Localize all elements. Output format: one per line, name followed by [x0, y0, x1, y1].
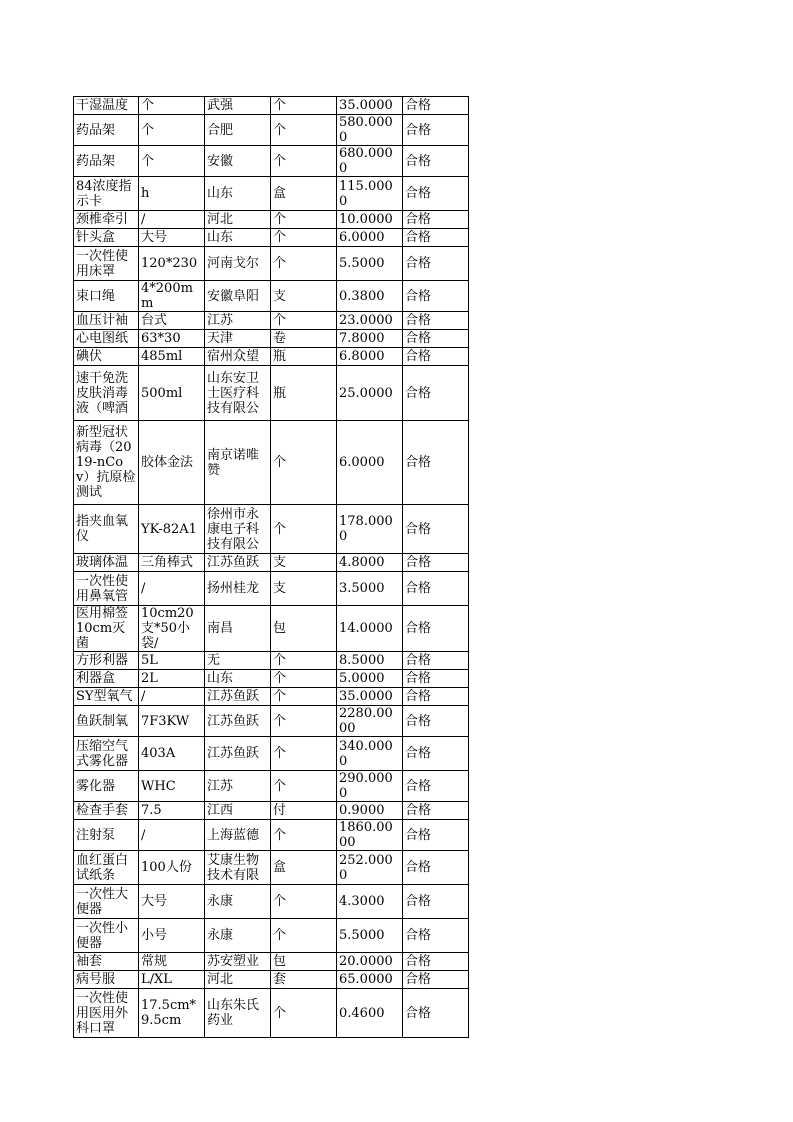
product-name-cell: 一次性使用床罩	[74, 247, 139, 281]
price-cell: 178.0000	[337, 505, 403, 554]
price-cell: 2280.0000	[337, 706, 403, 737]
table-row	[74, 211, 469, 229]
price-cell: 10.0000	[337, 211, 403, 229]
unit-cell: 支	[271, 554, 337, 572]
status-cell: 合格	[403, 802, 469, 820]
table-row	[74, 885, 469, 919]
status-cell: 合格	[403, 820, 469, 851]
product-name-cell: 颈椎牵引	[74, 211, 139, 229]
unit-cell: 个	[271, 505, 337, 554]
status-cell: 合格	[403, 885, 469, 919]
unit-cell: 包	[271, 953, 337, 971]
spec-cell: YK-82A1	[139, 505, 205, 554]
unit-cell: 个	[271, 211, 337, 229]
spec-cell: L/XL	[139, 971, 205, 989]
status-cell: 合格	[403, 177, 469, 211]
price-cell: 25.0000	[337, 366, 403, 421]
spec-cell: 个	[139, 146, 205, 177]
unit-cell: 个	[271, 737, 337, 771]
manufacturer-cell: 江苏鱼跃	[205, 737, 271, 771]
status-cell: 合格	[403, 229, 469, 247]
manufacturer-cell: 江西	[205, 802, 271, 820]
product-name-cell: 利器盒	[74, 670, 139, 688]
manufacturer-cell: 江苏	[205, 771, 271, 802]
spec-cell: 7F3KW	[139, 706, 205, 737]
manufacturer-cell: 河北	[205, 211, 271, 229]
status-cell: 合格	[403, 421, 469, 505]
table-row	[74, 572, 469, 606]
status-cell: 合格	[403, 312, 469, 330]
table-row	[74, 505, 469, 554]
status-cell: 合格	[403, 281, 469, 312]
status-cell: 合格	[403, 211, 469, 229]
product-name-cell: 压缩空气式雾化器	[74, 737, 139, 771]
price-cell: 14.0000	[337, 606, 403, 652]
spec-cell: 个	[139, 97, 205, 115]
unit-cell: 盒	[271, 851, 337, 885]
product-name-cell: 针头盒	[74, 229, 139, 247]
table-row	[74, 706, 469, 737]
unit-cell: 包	[271, 606, 337, 652]
manufacturer-cell: 山东	[205, 177, 271, 211]
spec-cell: 485ml	[139, 348, 205, 366]
table-row	[74, 312, 469, 330]
manufacturer-cell: 艾康生物技术有限	[205, 851, 271, 885]
status-cell: 合格	[403, 670, 469, 688]
unit-cell: 付	[271, 802, 337, 820]
manufacturer-cell: 宿州众望	[205, 348, 271, 366]
product-name-cell: 袖套	[74, 953, 139, 971]
unit-cell: 个	[271, 247, 337, 281]
status-cell: 合格	[403, 851, 469, 885]
manufacturer-cell: 河南戈尔	[205, 247, 271, 281]
table-row	[74, 771, 469, 802]
unit-cell: 卷	[271, 330, 337, 348]
unit-cell: 个	[271, 820, 337, 851]
status-cell: 合格	[403, 572, 469, 606]
product-name-cell: 医用棉签10cm灭菌	[74, 606, 139, 652]
table-row	[74, 229, 469, 247]
manufacturer-cell: 山东	[205, 670, 271, 688]
manufacturer-cell: 安徽	[205, 146, 271, 177]
price-cell: 4.8000	[337, 554, 403, 572]
price-cell: 5.5000	[337, 247, 403, 281]
unit-cell: 个	[271, 229, 337, 247]
unit-cell: 个	[271, 989, 337, 1038]
spec-cell: 10cm20支*50小袋/	[139, 606, 205, 652]
product-name-cell: 方形利器	[74, 652, 139, 670]
unit-cell: 套	[271, 971, 337, 989]
manufacturer-cell: 合肥	[205, 115, 271, 146]
product-table-body	[74, 97, 469, 1038]
manufacturer-cell: 永康	[205, 885, 271, 919]
status-cell: 合格	[403, 554, 469, 572]
spec-cell: 403A	[139, 737, 205, 771]
status-cell: 合格	[403, 953, 469, 971]
spec-cell: 大号	[139, 229, 205, 247]
status-cell: 合格	[403, 652, 469, 670]
price-cell: 1860.0000	[337, 820, 403, 851]
price-cell: 3.5000	[337, 572, 403, 606]
spec-cell: WHC	[139, 771, 205, 802]
spec-cell: 2L	[139, 670, 205, 688]
product-name-cell: 注射泵	[74, 820, 139, 851]
unit-cell: 瓶	[271, 348, 337, 366]
spec-cell: 120*230	[139, 247, 205, 281]
spec-cell: 63*30	[139, 330, 205, 348]
price-cell: 5.5000	[337, 919, 403, 953]
table-row	[74, 606, 469, 652]
price-cell: 115.0000	[337, 177, 403, 211]
spec-cell: /	[139, 820, 205, 851]
table-row	[74, 971, 469, 989]
spec-cell: 常规	[139, 953, 205, 971]
manufacturer-cell: 河北	[205, 971, 271, 989]
status-cell: 合格	[403, 706, 469, 737]
spec-cell: /	[139, 211, 205, 229]
price-cell: 4.3000	[337, 885, 403, 919]
product-name-cell: 碘伏	[74, 348, 139, 366]
unit-cell: 盒	[271, 177, 337, 211]
manufacturer-cell: 南昌	[205, 606, 271, 652]
manufacturer-cell: 安徽阜阳	[205, 281, 271, 312]
price-cell: 0.3800	[337, 281, 403, 312]
unit-cell: 个	[271, 885, 337, 919]
status-cell: 合格	[403, 146, 469, 177]
product-name-cell: 束口绳	[74, 281, 139, 312]
table-row	[74, 989, 469, 1038]
price-cell: 290.0000	[337, 771, 403, 802]
price-cell: 23.0000	[337, 312, 403, 330]
table-row	[74, 366, 469, 421]
manufacturer-cell: 江苏鱼跃	[205, 554, 271, 572]
product-name-cell: 一次性大便器	[74, 885, 139, 919]
unit-cell: 个	[271, 115, 337, 146]
manufacturer-cell: 苏安塑业	[205, 953, 271, 971]
manufacturer-cell: 上海蓝德	[205, 820, 271, 851]
price-cell: 340.0000	[337, 737, 403, 771]
price-cell: 7.8000	[337, 330, 403, 348]
price-cell: 6.0000	[337, 421, 403, 505]
product-name-cell: 新型冠状病毒（2019-nCov）抗原检测试	[74, 421, 139, 505]
unit-cell: 个	[271, 652, 337, 670]
spec-cell: 个	[139, 115, 205, 146]
table-row	[74, 348, 469, 366]
table-row	[74, 737, 469, 771]
product-table	[73, 96, 469, 1038]
unit-cell: 个	[271, 312, 337, 330]
product-name-cell: 干湿温度	[74, 97, 139, 115]
table-row	[74, 177, 469, 211]
manufacturer-cell: 江苏	[205, 312, 271, 330]
unit-cell: 个	[271, 919, 337, 953]
status-cell: 合格	[403, 247, 469, 281]
table-row	[74, 953, 469, 971]
table-row	[74, 670, 469, 688]
product-name-cell: 84浓度指示卡	[74, 177, 139, 211]
unit-cell: 个	[271, 421, 337, 505]
price-cell: 6.0000	[337, 229, 403, 247]
manufacturer-cell: 无	[205, 652, 271, 670]
spec-cell: 大号	[139, 885, 205, 919]
table-row	[74, 688, 469, 706]
price-cell: 0.9000	[337, 802, 403, 820]
price-cell: 680.0000	[337, 146, 403, 177]
product-name-cell: 一次性使用鼻氧管	[74, 572, 139, 606]
spec-cell: 三角棒式	[139, 554, 205, 572]
unit-cell: 个	[271, 688, 337, 706]
table-row	[74, 146, 469, 177]
product-name-cell: 检查手套	[74, 802, 139, 820]
manufacturer-cell: 天津	[205, 330, 271, 348]
price-cell: 0.4600	[337, 989, 403, 1038]
manufacturer-cell: 扬州桂龙	[205, 572, 271, 606]
table-row	[74, 652, 469, 670]
table-row	[74, 820, 469, 851]
unit-cell: 个	[271, 771, 337, 802]
price-cell: 252.0000	[337, 851, 403, 885]
manufacturer-cell: 山东	[205, 229, 271, 247]
status-cell: 合格	[403, 971, 469, 989]
spec-cell: h	[139, 177, 205, 211]
spec-cell: 小号	[139, 919, 205, 953]
product-name-cell: 雾化器	[74, 771, 139, 802]
product-name-cell: 药品架	[74, 146, 139, 177]
spec-cell: 7.5	[139, 802, 205, 820]
product-name-cell: 指夹血氧仪	[74, 505, 139, 554]
price-cell: 580.0000	[337, 115, 403, 146]
product-name-cell: SY型氧气	[74, 688, 139, 706]
status-cell: 合格	[403, 330, 469, 348]
manufacturer-cell: 武强	[205, 97, 271, 115]
table-row	[74, 851, 469, 885]
table-row	[74, 919, 469, 953]
manufacturer-cell: 江苏鱼跃	[205, 706, 271, 737]
status-cell: 合格	[403, 505, 469, 554]
product-name-cell: 玻璃体温	[74, 554, 139, 572]
unit-cell: 个	[271, 670, 337, 688]
product-name-cell: 一次性小便器	[74, 919, 139, 953]
spec-cell: 胶体金法	[139, 421, 205, 505]
status-cell: 合格	[403, 115, 469, 146]
manufacturer-cell: 徐州市永康电子科技有限公	[205, 505, 271, 554]
unit-cell: 个	[271, 146, 337, 177]
spec-cell: 500ml	[139, 366, 205, 421]
table-row	[74, 281, 469, 312]
status-cell: 合格	[403, 771, 469, 802]
product-name-cell: 心电图纸	[74, 330, 139, 348]
product-name-cell: 鱼跃制氧	[74, 706, 139, 737]
product-name-cell: 药品架	[74, 115, 139, 146]
status-cell: 合格	[403, 97, 469, 115]
manufacturer-cell: 永康	[205, 919, 271, 953]
price-cell: 5.0000	[337, 670, 403, 688]
product-name-cell: 血压计袖	[74, 312, 139, 330]
unit-cell: 个	[271, 706, 337, 737]
table-row	[74, 330, 469, 348]
manufacturer-cell: 山东安卫士医疗科技有限公	[205, 366, 271, 421]
spec-cell: /	[139, 688, 205, 706]
unit-cell: 个	[271, 97, 337, 115]
unit-cell: 瓶	[271, 366, 337, 421]
status-cell: 合格	[403, 737, 469, 771]
price-cell: 35.0000	[337, 97, 403, 115]
product-name-cell: 病号服	[74, 971, 139, 989]
spec-cell: 17.5cm*9.5cm	[139, 989, 205, 1038]
product-name-cell: 一次性使用医用外科口罩	[74, 989, 139, 1038]
status-cell: 合格	[403, 348, 469, 366]
table-row	[74, 554, 469, 572]
price-cell: 6.8000	[337, 348, 403, 366]
spec-cell: 5L	[139, 652, 205, 670]
unit-cell: 支	[271, 572, 337, 606]
unit-cell: 支	[271, 281, 337, 312]
price-cell: 8.5000	[337, 652, 403, 670]
table-row	[74, 97, 469, 115]
table-row	[74, 115, 469, 146]
price-cell: 20.0000	[337, 953, 403, 971]
status-cell: 合格	[403, 919, 469, 953]
price-cell: 35.0000	[337, 688, 403, 706]
status-cell: 合格	[403, 989, 469, 1038]
table-row	[74, 421, 469, 505]
table-row	[74, 802, 469, 820]
status-cell: 合格	[403, 606, 469, 652]
spec-cell: 100人份	[139, 851, 205, 885]
status-cell: 合格	[403, 366, 469, 421]
table-row	[74, 247, 469, 281]
product-name-cell: 血红蛋白试纸条	[74, 851, 139, 885]
spec-cell: 4*200mm	[139, 281, 205, 312]
status-cell: 合格	[403, 688, 469, 706]
manufacturer-cell: 江苏鱼跃	[205, 688, 271, 706]
spec-cell: /	[139, 572, 205, 606]
product-name-cell: 速干免洗皮肤消毒液（啤酒	[74, 366, 139, 421]
price-cell: 65.0000	[337, 971, 403, 989]
manufacturer-cell: 山东朱氏药业	[205, 989, 271, 1038]
manufacturer-cell: 南京诺唯赞	[205, 421, 271, 505]
spec-cell: 台式	[139, 312, 205, 330]
